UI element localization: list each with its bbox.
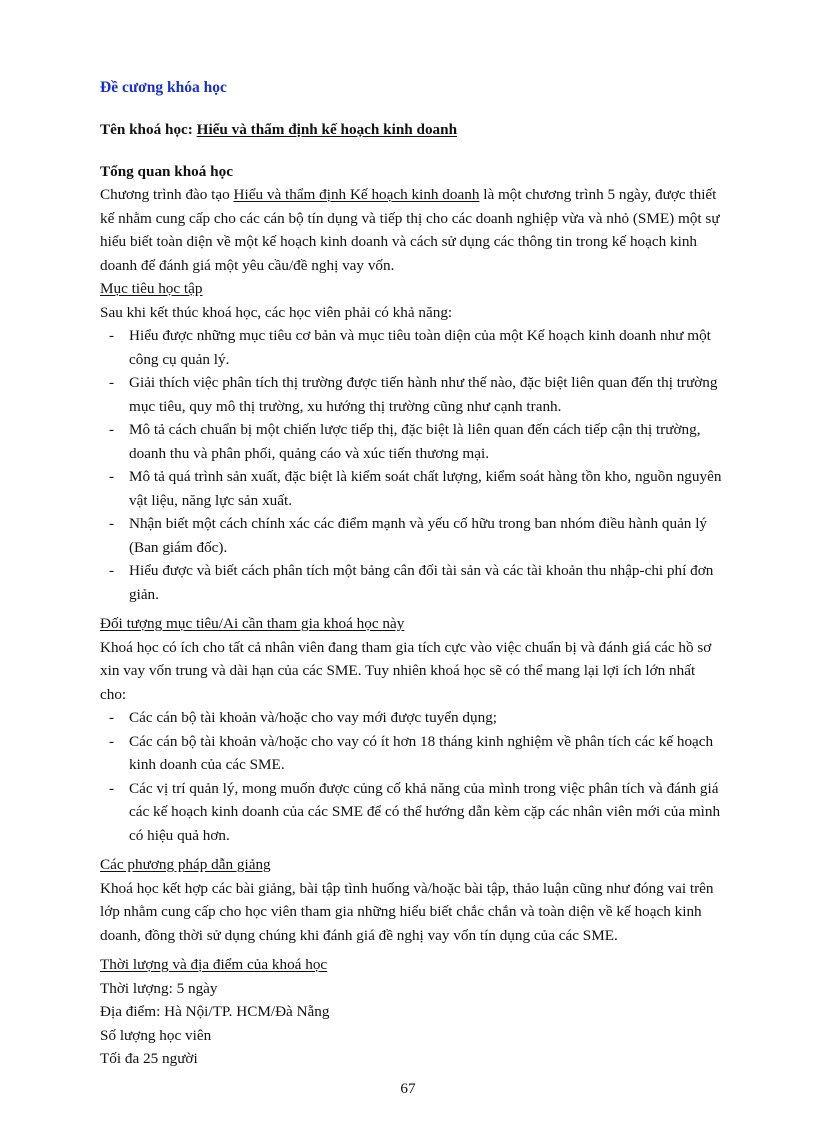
objective-text: Mô tả quá trình sản xuất, đặc biệt là kiểm soát chất lượng, kiểm soát hàng tồn kho, nguồn nguyên vật liệu, năng lực sản xuất. — [129, 468, 722, 509]
overview-intro-rest: là một chương trình 5 ngày, được thiết kế nhằm cung cấp cho các cán bộ tín dụng và tiếp thị cho các doanh nghiệp vừa và nhỏ (SME) một sự hiểu biết toàn diện về một kế hoạch kinh doanh và cách sử dụng các thông tin trong kế hoạch kinh doanh để đánh giá một yêu cầu/đề nghị vay vốn. — [100, 186, 720, 274]
objectives-intro: Sau khi kết thúc khoá học, các học viên phải có khả năng: — [100, 303, 453, 321]
overview-program-name: Hiểu và thẩm định Kế hoạch kinh doanh — [233, 186, 480, 203]
audience-list — [100, 706, 725, 847]
bullet-dash: - — [109, 562, 115, 579]
list-item — [100, 371, 725, 418]
objectives-heading: Mục tiêu học tập — [100, 280, 203, 297]
list-item — [100, 418, 725, 465]
page-number: 67 — [400, 1080, 416, 1097]
audience-text: Các vị trí quản lý, mong muốn được củng cố khả năng của mình trong việc phân tích và đánh giá các kế hoạch kinh doanh của các SME để có thể hướng dẫn kèm cặp các nhân viên mới của mình có hiệu quả hơn. — [129, 779, 721, 844]
list-item — [100, 730, 725, 777]
duration-line: Thời lượng: 5 ngày — [100, 979, 218, 997]
list-item — [100, 777, 725, 848]
overview-paragraph — [100, 183, 725, 277]
course-name-label: Tên khoá học: — [100, 121, 197, 138]
course-name-line — [100, 118, 457, 142]
overview-intro-prefix: Chương trình đào tạo — [100, 186, 234, 203]
course-name-value: Hiểu và thẩm định kế hoạch kinh doanh — [196, 121, 458, 138]
list-item — [100, 559, 725, 606]
bullet-dash: - — [109, 421, 115, 438]
objective-text: Mô tả cách chuẩn bị một chiến lược tiếp thị, đặc biệt là liên quan đến cách tiếp cận thị trường, doanh thu và phân phối, quảng cáo và xúc tiến thương mại. — [129, 421, 701, 462]
participants-label: Số lượng học viên — [100, 1026, 212, 1044]
list-item — [100, 706, 725, 730]
main-content — [100, 183, 725, 1071]
bullet-dash: - — [109, 709, 115, 726]
list-item — [100, 465, 725, 512]
bullet-dash: - — [109, 374, 115, 391]
audience-intro: Khoá học có ích cho tất cả nhân viên đang tham gia tích cực vào việc chuẩn bị và đánh giá các hồ sơ xin vay vốn trung và dài hạn của các SME. Tuy nhiên khoá học sẽ có thể mang lại lợi ích lớn nhất cho: — [100, 638, 712, 703]
methods-paragraph: Khoá học kết hợp các bài giảng, bài tập tình huống và/hoặc bài tập, thảo luận cũng như đóng vai trên lớp nhằm cung cấp cho học viên tham gia những hiểu biết chắc chắn và toàn diện về kế hoạch kinh doanh, đồng thời sử dụng chúng khi đánh giá đề nghị vay vốn tín dụng của các SME. — [100, 879, 714, 944]
objective-text: Hiểu được và biết cách phân tích một bảng cân đối tài sản và các tài khoản thu nhập-chi phí đơn giản. — [129, 562, 714, 603]
bullet-dash: - — [109, 515, 115, 532]
audience-heading: Đối tượng mục tiêu/Ai cần tham gia khoá học này — [100, 615, 405, 632]
bullet-dash: - — [109, 779, 115, 797]
objective-text: Nhận biết một cách chính xác các điểm mạnh và yếu cố hữu trong ban nhóm điều hành quản lý (Ban giám đốc). — [129, 515, 708, 556]
objective-text: Giải thích việc phân tích thị trường được tiến hành như thế nào, đặc biệt liên quan đến thị trường mục tiêu, quy mô thị trường, xu hướng thị trường cũng như cạnh tranh. — [129, 374, 718, 415]
document-title: Đề cương khóa học — [100, 79, 227, 96]
objective-text: Hiểu được những mục tiêu cơ bản và mục tiêu toàn diện của một Kế hoạch kinh doanh như một công cụ quản lý. — [129, 327, 711, 368]
bullet-dash: - — [109, 468, 115, 485]
methods-heading: Các phương pháp dẫn giảng — [100, 856, 271, 873]
bullet-dash: - — [109, 327, 115, 344]
overview-heading: Tổng quan khoá học — [100, 163, 233, 180]
objectives-list — [100, 324, 725, 606]
logistics-heading: Thời lượng và địa điểm của khoá học — [100, 956, 328, 973]
list-item — [100, 324, 725, 371]
bullet-dash: - — [109, 732, 115, 750]
audience-text: Các cán bộ tài khoản và/hoặc cho vay có ít hơn 18 tháng kinh nghiệm về phân tích các kế hoạch kinh doanh của các SME. — [129, 732, 714, 773]
participants-value: Tối đa 25 người — [100, 1050, 198, 1067]
list-item — [100, 512, 725, 559]
audience-text: Các cán bộ tài khoản và/hoặc cho vay mới được tuyển dụng; — [129, 709, 498, 726]
location-line: Địa điểm: Hà Nội/TP. HCM/Đà Nẵng — [100, 1003, 330, 1020]
